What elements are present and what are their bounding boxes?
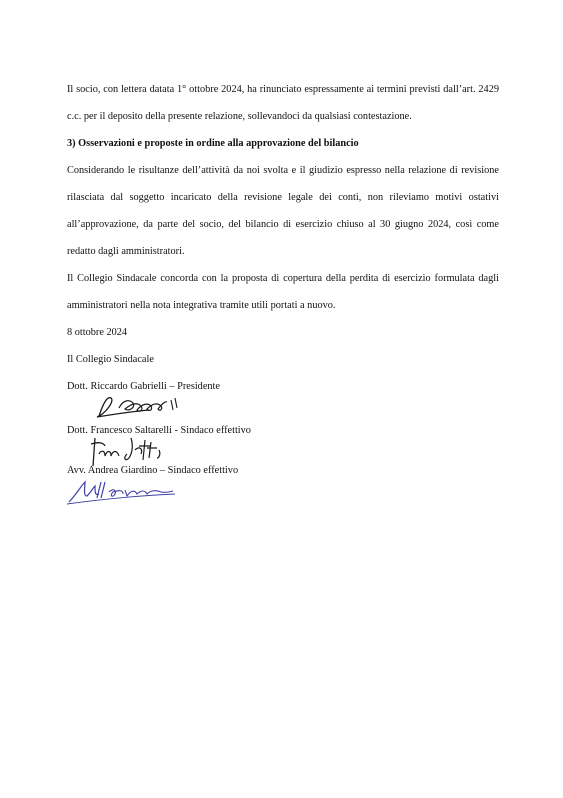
document-body — [67, 76, 499, 505]
signatory-line: Dott. Riccardo Gabrielli – Presidente — [67, 381, 220, 392]
paragraph-loss-coverage: Il Collegio Sindacale concorda con la proposta di copertura della perdita di esercizio formulata dagli amministratori nella nota integrativa tramite utili portati a nuovo. — [67, 273, 499, 311]
section-heading: 3) Osservazioni e proposte in ordine alla approvazione del bilancio — [67, 138, 359, 149]
paragraph-observations: Considerando le risultanze dell’attività da noi svolta e il giudizio espresso nella relazione di revisione rilasciata dal soggetto incaricato della revisione legale dei conti, non rileviamo motivi ostativi all’approvazione, da parte del socio, del bilancio di esercizio chiuso al 30 giugno 2024, così come redatto dagli amministratori. — [67, 165, 499, 257]
signatory-line: Dott. Francesco Saltarelli - Sindaco effettivo — [67, 425, 251, 436]
signatory-block-president — [67, 373, 499, 417]
signatory-block-sindaco-1 — [67, 417, 499, 457]
paragraph-deposit-waiver: Il socio, con lettera datata 1° ottobre 2024, ha rinunciato espressamente ai termini previsti dall’art. 2429 c.c. per il deposito della presente relazione, sollevandoci da qualsiasi contestazione. — [67, 84, 499, 122]
signatory-block-sindaco-2 — [67, 457, 499, 505]
board-name: Il Collegio Sindacale — [67, 354, 154, 365]
document-date: 8 ottobre 2024 — [67, 327, 128, 338]
signatory-line: Avv. Andrea Giardino – Sindaco effettivo — [67, 465, 239, 476]
